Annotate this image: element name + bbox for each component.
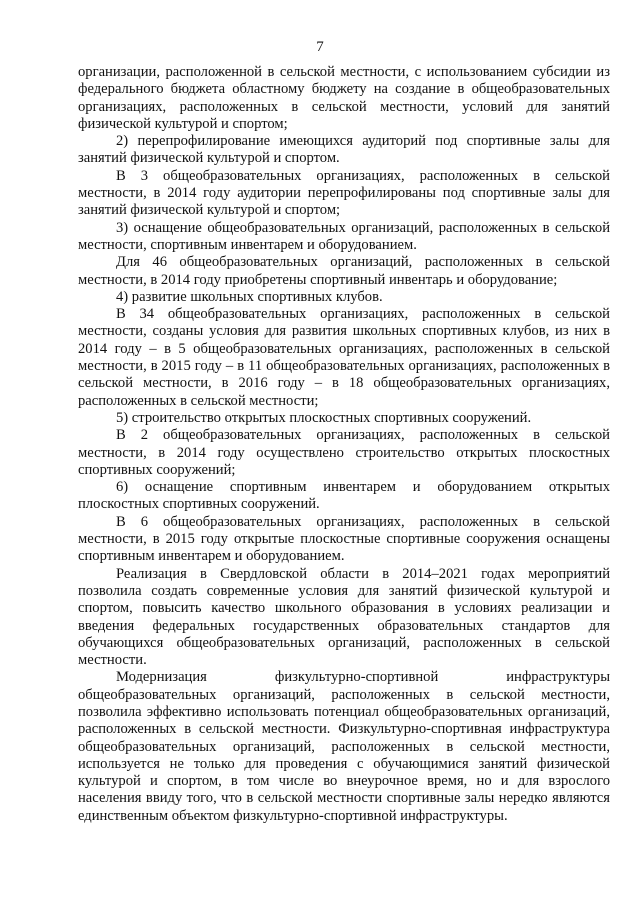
paragraph: В 2 общеобразовательных организациях, расположенных в сельской местности, в 2014 году осуществлено строительство открытых плоскостных спортивных сооружений;: [78, 427, 610, 478]
paragraph: В 34 общеобразовательных организациях, расположенных в сельской местности, созданы условия для развития школьных спортивных клубов, из них в 2014 году – в 5 общеобразовательных организациях, расположенных в сельской местности, в 2015 году – в 11 общеобразовательных организациях, расположенных в сельской местности, в 2016 году – в 18 общеобразовательных организациях, расположенных в сельской местности;: [78, 306, 610, 409]
document-body: [78, 64, 610, 825]
page-number: 7: [316, 39, 324, 55]
paragraph-item-4: 4) развитие школьных спортивных клубов.: [116, 288, 383, 305]
paragraph: В 6 общеобразовательных организациях, расположенных в сельской местности, в 2015 году открытые плоскостные спортивные сооружения оснащены спортивным инвентарем и оборудованием.: [78, 513, 610, 565]
paragraph-item-3: 3) оснащение общеобразовательных организаций, расположенных в сельской местности, спортивным инвентарем и оборудованием.: [78, 219, 610, 253]
paragraph-item-6: 6) оснащение спортивным инвентарем и оборудованием открытых плоскостных спортивных сооружений.: [78, 479, 610, 513]
paragraph-continuation: организации, расположенной в сельской местности, с использованием субсидии из федерального бюджета областному бюджету на создание в общеобразовательных организациях, расположенных в сельской местности, условий для занятий физической культурой и спортом;: [78, 64, 610, 132]
paragraph-item-2: 2) перепрофилирование имеющихся аудиторий под спортивные залы для занятий физической культурой и спортом.: [78, 133, 610, 167]
paragraph-item-5: 5) строительство открытых плоскостных спортивных сооружений.: [116, 409, 532, 426]
paragraph-summary: Реализация в Свердловской области в 2014–2021 годах мероприятий позволила создать современные условия для занятий физической культурой и спортом, повысить качество школьного образования в условиях реализации и введения федеральных государственных образовательных стандартов для обучающихся общеобразовательных организаций, расположенных в сельской местности.: [78, 565, 610, 669]
paragraph: В 3 общеобразовательных организациях, расположенных в сельской местности, в 2014 году аудитории перепрофилированы под спортивные залы для занятий физической культурой и спортом;: [78, 167, 610, 219]
paragraph-conclusion: Модернизация физкультурно-спортивной инфраструктуры общеобразовательных организаций, расположенных в сельской местности, позволила эффективно использовать потенциал общеобразовательных организаций, расположенных в сельской местности. Физкультурно-спортивная инфраструктура общеобразовательных организаций, расположенных в сельской местности, используется не только для проведения с обучающимися занятий физической культурой и спортом, в том числе во внеурочное время, но и для взрослого населения ввиду того, что в сельской местности спортивные залы нередко являются единственным объектом физкультурно-спортивной инфраструктуры.: [78, 669, 610, 824]
paragraph: Для 46 общеобразовательных организаций, расположенных в сельской местности, в 2014 году приобретены спортивный инвентарь и оборудование;: [78, 254, 610, 288]
